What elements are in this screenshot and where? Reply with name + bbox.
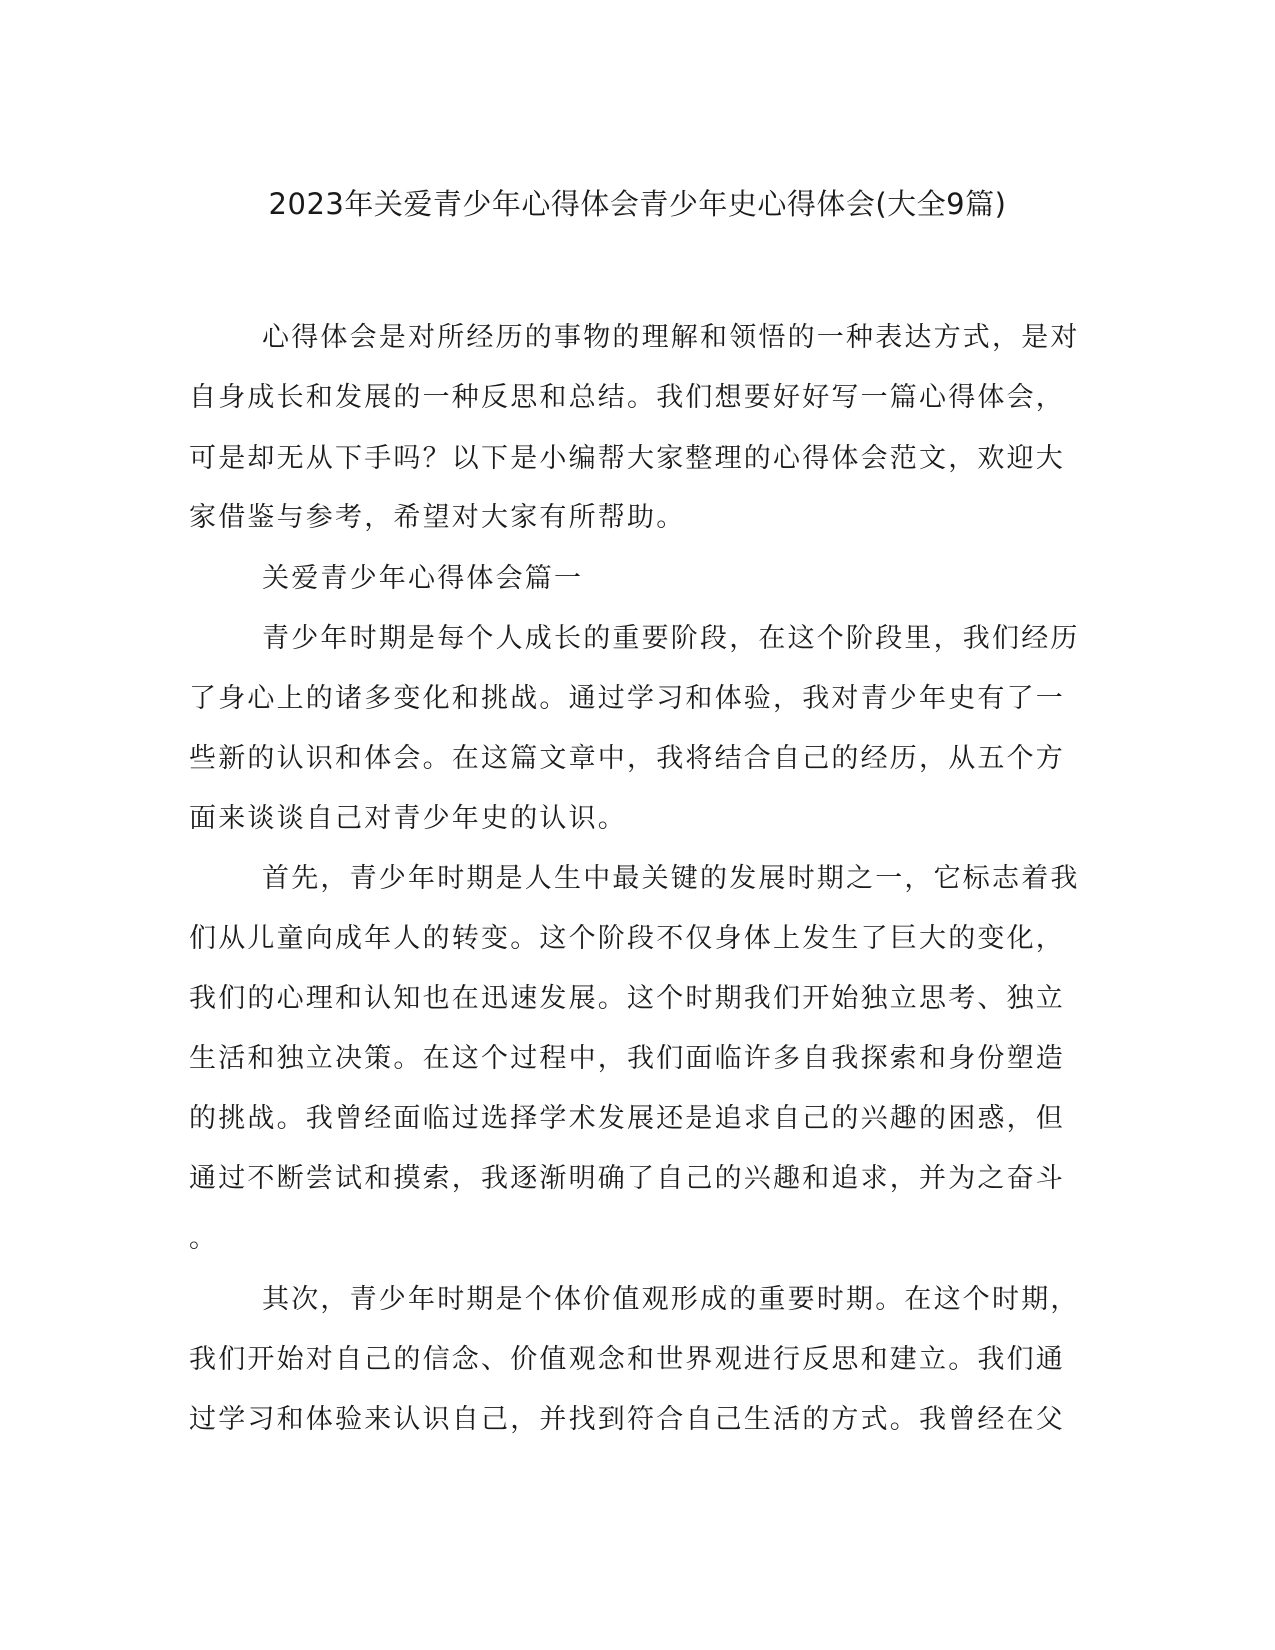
text-line: 通过不断尝试和摸索，我逐渐明确了自己的兴趣和追求，并为之奋斗 <box>189 1163 1065 1194</box>
text-line: 的挑战。我曾经面临过选择学术发展还是追求自己的兴趣的困惑，但 <box>189 1103 1065 1134</box>
text-line: 我们开始对自己的信念、价值观念和世界观进行反思和建立。我们通 <box>189 1344 1065 1375</box>
text-line: 面来谈谈自己对青少年史的认识。 <box>189 803 627 834</box>
text-line: 自身成长和发展的一种反思和总结。我们想要好好写一篇心得体会， <box>189 382 1065 413</box>
text-line: 过学习和体验来认识自己，并找到符合自己生活的方式。我曾经在父 <box>189 1404 1065 1435</box>
text-line: 。 <box>189 1223 219 1254</box>
text-line: 们从儿童向成年人的转变。这个阶段不仅身体上发生了巨大的变化， <box>189 923 1065 954</box>
text-line: 生活和独立决策。在这个过程中，我们面临许多自我探索和身份塑造 <box>189 1043 1065 1074</box>
text-line: 些新的认识和体会。在这篇文章中，我将结合自己的经历，从五个方 <box>189 743 1065 774</box>
text-line: 可是却无从下手吗？以下是小编帮大家整理的心得体会范文，欢迎大 <box>189 443 1065 474</box>
text-line: 心得体会是对所经历的事物的理解和领悟的一种表达方式，是对 <box>262 322 1080 353</box>
text-line: 青少年时期是每个人成长的重要阶段，在这个阶段里，我们经历 <box>262 623 1080 654</box>
text-line: 我们的心理和认知也在迅速发展。这个时期我们开始独立思考、独立 <box>189 983 1065 1014</box>
text-line: 了身心上的诸多变化和挑战。通过学习和体验，我对青少年史有了一 <box>189 683 1065 714</box>
text-line: 其次，青少年时期是个体价值观形成的重要时期。在这个时期， <box>262 1284 1080 1315</box>
text-line: 首先，青少年时期是人生中最关键的发展时期之一，它标志着我 <box>262 863 1080 894</box>
section-heading: 关爱青少年心得体会篇一 <box>262 563 584 594</box>
text-line: 家借鉴与参考，希望对大家有所帮助。 <box>189 502 686 533</box>
document-title: 2023年关爱青少年心得体会青少年史心得体会(大全9篇) <box>268 187 1007 221</box>
